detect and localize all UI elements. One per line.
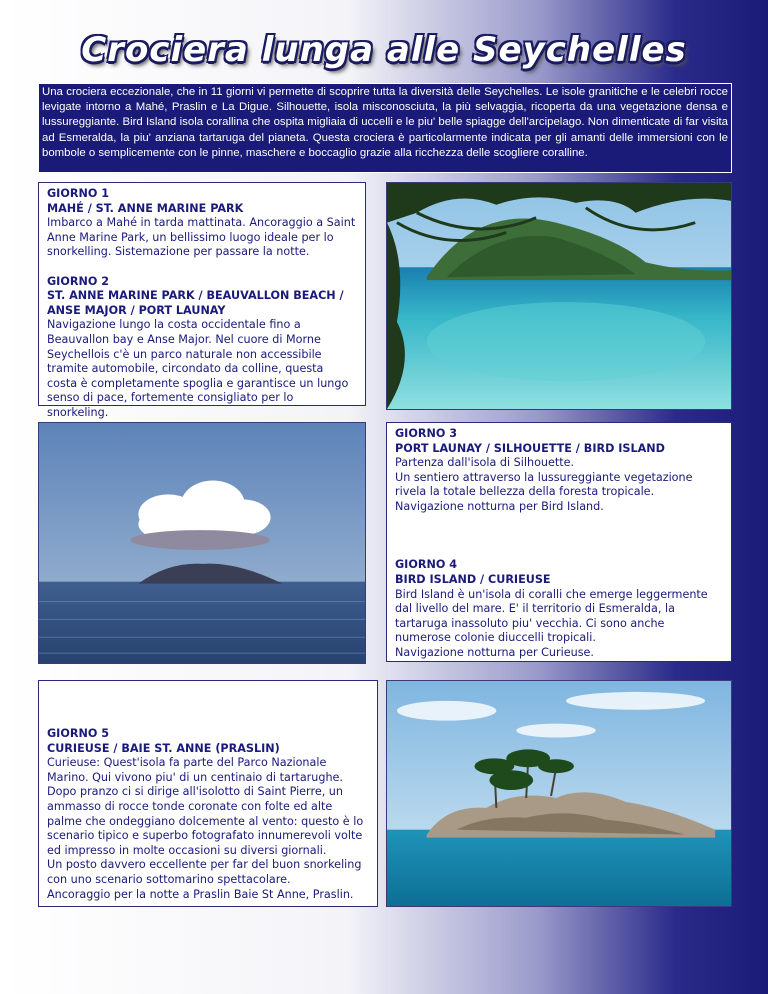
day-5-text-4: Ancoraggio per la notte a Praslin Baie St Anne, Praslin. xyxy=(47,887,354,901)
day-5-label: GIORNO 5 xyxy=(47,727,110,740)
day-5-text-2: Dopo pranzo ci si dirige all'isolotto di Saint Pierre, un ammasso di rocce tonde coronate con folte ed alte palme che ondeggiano dolcemente al vento: questo è lo scenario tipico e superbo fotografato innumerevoli volte ed impresso in molte occasioni su diversi giornali. xyxy=(47,785,364,857)
day-5-route: CURIEUSE / BAIE ST. ANNE (PRASLIN) xyxy=(47,741,280,755)
photo-lagoon-island xyxy=(386,182,732,410)
page-title: Crociera lunga alle Seychelles xyxy=(81,30,687,70)
day-2-route: ST. ANNE MARINE PARK / BEAUVALLON BEACH / ANSE MAJOR / PORT LAUNAY xyxy=(47,289,344,317)
itinerary-box-days-1-2 xyxy=(38,182,366,419)
day-3-text-2: Un sentiero attraverso la lussureggiante vegetazione rivela la totale bellezza della foresta tropicale. Navigazione notturna per Bird Island. xyxy=(395,470,693,513)
itinerary-box-day-5 xyxy=(38,680,378,907)
day-5-text-3: Un posto davvero eccellente per far del buon snorkeling con uno scenario sottomarino spettacolare. xyxy=(47,858,362,886)
photo-island-cloud xyxy=(38,422,366,664)
day-2-text: Navigazione lungo la costa occidentale fino a Beauvallon bay e Anse Major. Nel cuore di Morne Seychellois c'è un parco naturale non accessibile tramite automobile, circondato da colline, questa costa è completamente spoglia e garantisce un lungo senso di pace, fortemente consigliato per lo snorkeling. xyxy=(47,318,349,419)
day-2-label: GIORNO 2 xyxy=(47,274,110,288)
day-3-route: PORT LAUNAY / SILHOUETTE / BIRD ISLAND xyxy=(395,441,665,455)
day-1-text: Imbarco a Mahé in tarda mattinata. Ancoraggio a Saint Anne Marine Park, un bellissimo luogo ideale per lo snorkelling. Sistemazione per passare la notte. xyxy=(47,216,356,259)
itinerary-box-days-3-4 xyxy=(386,422,732,662)
day-3-label: GIORNO 3 xyxy=(395,427,458,440)
day-1-route: MAHÉ / ST. ANNE MARINE PARK xyxy=(47,201,244,215)
day-5-text-1: Curieuse: Quest'isola fa parte del Parco Nazionale Marino. Qui vivono piu' di un centinaio di tartarughe. xyxy=(47,756,343,784)
day-4-label: GIORNO 4 xyxy=(395,558,458,572)
day-4-text-2: Navigazione notturna per Curieuse. xyxy=(395,645,594,659)
day-4-text-1: Bird Island è un'isola di coralli che emerge leggermente dal livello del mare. E' il territorio di Esmeralda, la tartaruga inassoluto piu' vecchia. Ci sono anche numerose colonie diuccelli tropicali. xyxy=(395,587,708,645)
day-4-route: BIRD ISLAND / CURIEUSE xyxy=(395,572,551,586)
day-3-text-1: Partenza dall'isola di Silhouette. xyxy=(395,456,575,470)
day-1-label: GIORNO 1 xyxy=(47,187,110,200)
photo-rocky-islet xyxy=(386,680,732,907)
intro-text: Una crociera eccezionale, che in 11 giorni vi permette di scoprire tutta la diversità delle Seychelles. Le isole granitiche e le celebri rocce levigate intorno a Mahé, Praslin e La Digue. Silhouette, isola misconosciuta, la più selvaggia, ricoperta da una vegetazione densa e lussureggiante. Bird Island isola corallina che ospita migliaia di uccelli e le piu' belle spiagge dell'arcipelago. Non dimenticate di far visita ad Esmeralda, la piu' anziana tartaruga del pianeta. Questa crociera è particolarmente indicata per gli amanti delle immersioni con le bombole o semplicemente con le pinne, maschere e boccaglio grazie alla ricchezza delle scogliere coralline. xyxy=(38,83,732,173)
